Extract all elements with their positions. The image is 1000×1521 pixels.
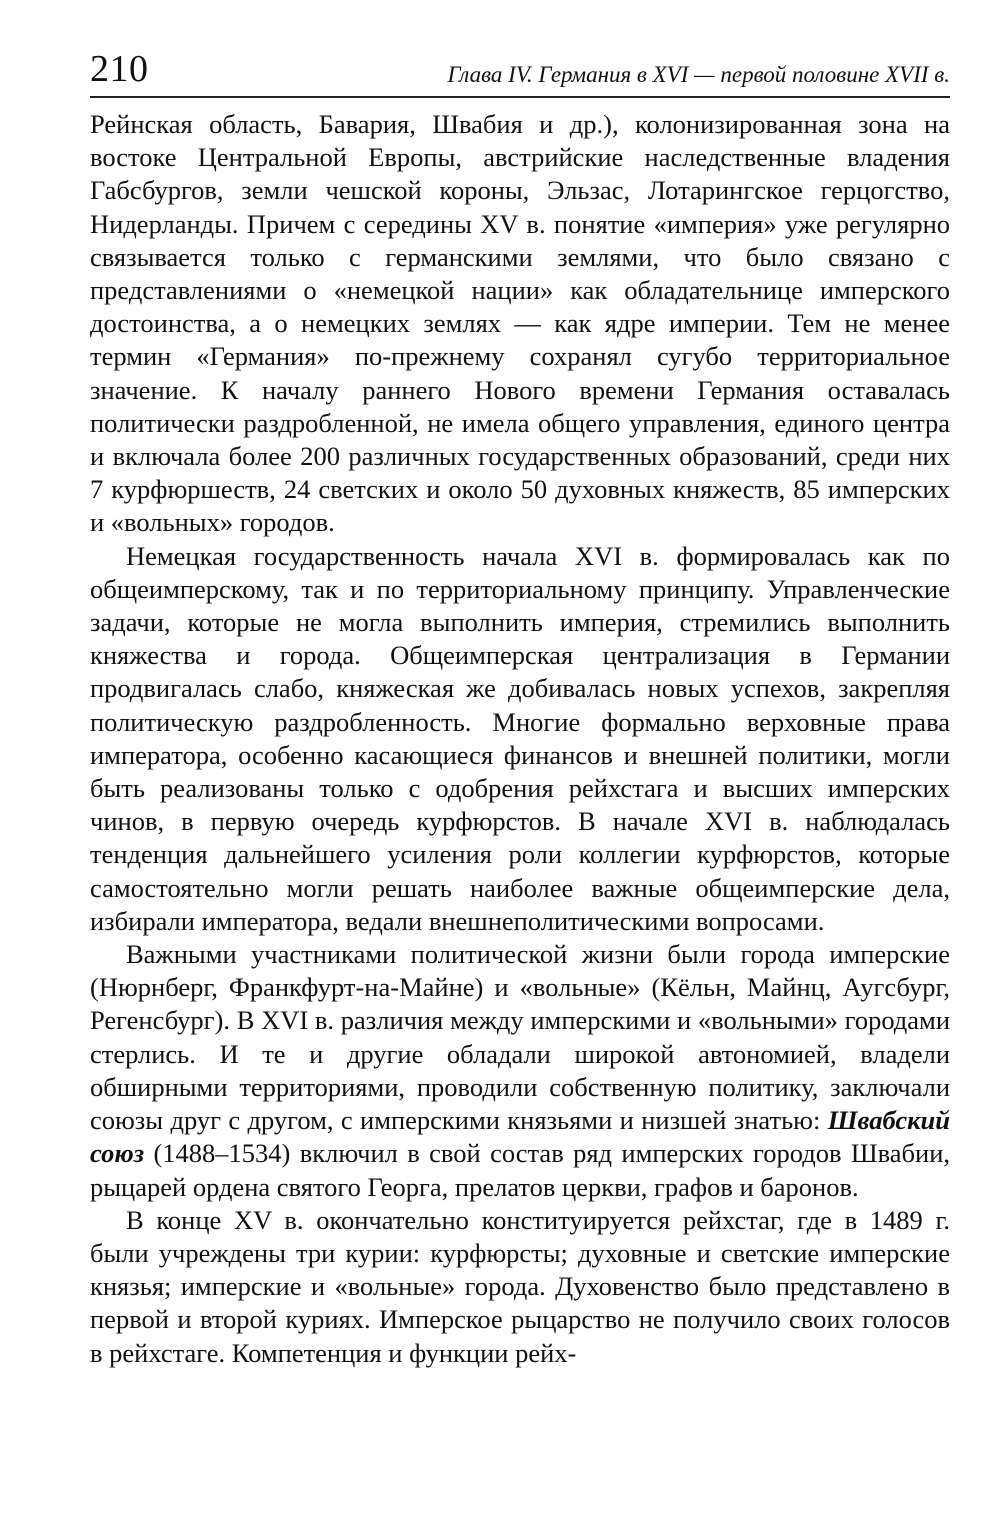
paragraph-cities-text-after: (1488–1534) включил в свой состав ряд имперских городов Швабии, рыцарей ордена святого Георга, прелатов церкви, графов и баронов. [90,1138,950,1202]
term-swabian-league: Швабский союз [90,1105,950,1169]
paragraph-reichstag: В конце XV в. окончательно конституируется рейхстаг, где в 1489 г. были учреждены три курии: курфюрсты; духовные и светские имперские князья; имперские и «вольные» города. Духовенство было представлено в первой и второй куриях. Имперское рыцарство не получило своих голосов в рейхстаге. Компетенция и функции рейх- [90,1204,950,1368]
running-head [90,40,950,98]
chapter-title: Глава IV. Германия в XVI — первой половине XVII в. [447,62,950,87]
book-page [90,40,950,1500]
paragraph-continuation: Рейнская область, Бавария, Швабия и др.), колонизированная зона на востоке Центральной Европы, австрийские наследственные владения Габсбургов, земли чешской короны, Эльзас, Лотарингское герцогство, Нидерланды. Причем с середины XV в. понятие «империя» уже регулярно связывается только с германскими землями, что было связано с представлениями о «немецкой нации» как обладательнице имперского достоинства, а о немецких землях — как ядре империи. Тем не менее термин «Германия» по-прежнему сохранял сугубо территориальное значение. К началу раннего Нового времени Германия оставалась политически раздробленной, не имела общего управления, единого центра и включала более 200 различных государственных образований, среди них 7 курфюршеств, 24 светских и около 50 духовных княжеств, 85 имперских и «вольных» городов. [90,109,950,538]
paragraph-state-structure: Немецкая государственность начала XVI в. формировалась как по общеимперскому, так и по территориальному принципу. Управленческие задачи, которые не могла выполнить империя, стремились выполнить княжества и города. Общеимперская централизация в Германии продвигалась слабо, княжеская же добивалась новых успехов, закрепляя политическую раздробленность. Многие формально верховные права императора, особенно касающиеся финансов и внешней политики, могли быть реализованы только с одобрения рейхстага и высших имперских чинов, в первую очередь курфюрстов. В начале XVI в. наблюдалась тенденция дальнейшего усиления роли коллегии курфюрстов, которые самостоятельно могли решать наиболее важные общеимперские дела, избирали императора, ведали внешнеполитическими вопросами. [90,540,950,936]
paragraph-cities [90,938,950,1204]
paragraph-cities-text-before: Важными участниками политической жизни были города имперские (Нюрнберг, Франкфурт-на-Майне) и «вольные» (Кёльн, Майнц, Аугсбург, Регенсбург). В XVI в. различия между имперскими и «вольными» городами стерлись. И те и другие обладали широкой автономией, владели обширными территориями, проводили собственную политику, заключали союзы друг с другом, с имперскими князьями и низшей знатью: [90,939,950,1136]
body-text [90,108,950,1370]
page-number: 210 [90,48,149,90]
